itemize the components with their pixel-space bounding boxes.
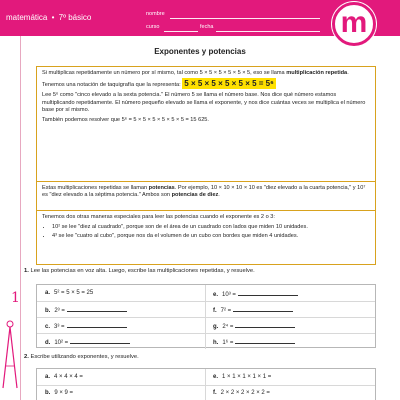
- q1-item-d-expr: 10² =: [54, 340, 69, 346]
- intro-p2: [42, 80, 370, 89]
- answer-blank[interactable]: [235, 338, 295, 344]
- q1-item-c-letter: c.: [45, 324, 51, 330]
- compass-icon: [0, 318, 20, 400]
- q1-item-b: [45, 306, 127, 314]
- intro-box: [36, 66, 376, 182]
- intro-p3: Lee 5⁶ como "cinco elevado a la sexta potencia." El número 5 se llama el número base. Nos dice qué número estamos multiplicando repetidamente. El número pequeño elevado se llama el exponente, y nos dice cuántas veces se multiplica el número base por sí mismo.: [42, 92, 366, 113]
- subject-label: matemática: [6, 13, 48, 22]
- q1-item-a-expr: 5² = 5 × 5 = 25: [54, 290, 94, 296]
- q1-item-f: [213, 306, 293, 314]
- logo: [332, 2, 376, 46]
- q1-item-b-expr: 2³ =: [54, 308, 65, 314]
- date-field-line[interactable]: [216, 31, 320, 32]
- grid-row-line: [37, 385, 375, 386]
- margin-rule: [20, 0, 21, 400]
- q1-item-f-letter: f.: [213, 308, 217, 314]
- date-field-label: fecha: [200, 24, 214, 30]
- q2-item-b-expr: 9 × 9 =: [54, 390, 74, 396]
- intro-p1: Si multiplicas repetidamente un número por sí mismo, tal como 5 × 5 × 5 × 5 × 5 × 5, eso se llama multiplicación repetida.: [42, 70, 349, 76]
- q1-item-e-letter: e.: [213, 292, 219, 298]
- q1-item-h-letter: h.: [213, 340, 219, 346]
- answer-blank[interactable]: [70, 338, 130, 344]
- special-readings-box: [36, 210, 376, 265]
- q2-item-a: [45, 374, 83, 380]
- special-item-squared: • 10² se lee "diez al cuadrado", porque son de el área de un cuadrado con lados que miden 10 unidades.: [52, 224, 370, 231]
- question-2-grid: [36, 368, 376, 400]
- q2-item-f: [213, 390, 270, 396]
- q2-item-a-letter: a.: [45, 374, 51, 380]
- q1-item-g: [213, 322, 295, 330]
- name-field-line[interactable]: [170, 18, 320, 19]
- grid-row-line: [37, 317, 375, 318]
- question-2-number: 2.: [24, 354, 29, 360]
- special-intro: Tenemos dos otras maneras especiales para leer las potencias cuando el exponente es 2 o 3:: [42, 214, 275, 220]
- answer-blank[interactable]: [238, 290, 298, 296]
- question-2-prompt: [24, 354, 139, 360]
- question-1-prompt: [24, 268, 255, 274]
- grid-row-line: [37, 333, 375, 334]
- powers-text-b: . Por ejemplo, 10 × 10 × 10 × 10 es "diez elevado a la cuarta potencia," y 10⁷ es "diez elevado a la séptima potencia." Ambos son: [42, 185, 366, 199]
- header-subject: matemática • 7º básico: [6, 13, 92, 22]
- q1-item-b-letter: b.: [45, 308, 51, 314]
- header-bar: [0, 0, 400, 39]
- intro-p4: También podemos resolver que 5⁶ = 5 × 5 × 5 × 5 × 5 × 5 = 15 625.: [42, 117, 209, 124]
- answer-blank[interactable]: [67, 322, 127, 328]
- q1-item-g-expr: 2⁴ =: [222, 324, 234, 330]
- q2-item-f-expr: 2 × 2 × 2 × 2 × 2 =: [220, 390, 270, 396]
- q1-item-f-expr: 7² =: [220, 308, 232, 314]
- q1-item-c: [45, 322, 127, 330]
- powers-box: [36, 181, 376, 211]
- powers-text-a: Estas multiplicaciones repetidas se llaman: [42, 185, 148, 191]
- grade-label: 7º básico: [58, 13, 92, 22]
- q1-item-c-expr: 3³ =: [54, 324, 65, 330]
- highlighted-formula: 5 × 5 × 5 × 5 × 5 × 5 = 5⁶: [184, 79, 274, 89]
- q1-item-e-expr: 10³ =: [222, 292, 236, 298]
- answer-blank[interactable]: [233, 306, 293, 312]
- worksheet-title: Exponentes y potencias: [154, 47, 246, 56]
- q1-item-d-letter: d.: [45, 340, 51, 346]
- intro-p2-text: Tenemos una notación de taquigrafía que la representa:: [42, 82, 181, 89]
- powers-text-c: .: [218, 192, 220, 199]
- q2-item-e-expr: 1 × 1 × 1 × 1 × 1 =: [222, 374, 272, 380]
- q2-item-f-letter: f.: [213, 390, 217, 396]
- question-1-number: 1.: [24, 268, 29, 274]
- q1-item-h-expr: 1⁶ =: [222, 340, 234, 346]
- q2-item-b-letter: b.: [45, 390, 51, 396]
- question-1-grid: [36, 284, 376, 348]
- q1-item-e: [213, 290, 298, 298]
- question-1-text: Lee las potencias en voz alta. Luego, escribe las multiplicaciones repetidas, y resuelve.: [30, 268, 255, 274]
- q1-item-h: [213, 338, 295, 346]
- intro-p1-text: Si multiplicas repetidamente un número por sí mismo, tal como 5 × 5 × 5 × 5 × 5 × 5, eso se llama: [42, 70, 285, 76]
- special-list: [42, 224, 370, 240]
- logo-letter: m: [340, 6, 368, 39]
- grid-row-line: [37, 301, 375, 302]
- q1-item-d: [45, 338, 130, 346]
- q1-item-a-letter: a.: [45, 290, 51, 296]
- answer-blank[interactable]: [235, 322, 295, 328]
- powers-text: [42, 185, 370, 199]
- q2-item-e-letter: e.: [213, 374, 219, 380]
- q1-item-g-letter: g.: [213, 324, 219, 330]
- q1-item-a: [45, 290, 93, 296]
- answer-blank[interactable]: [67, 306, 127, 312]
- q2-item-b: [45, 390, 73, 396]
- q2-item-e: [213, 374, 271, 380]
- powers-bold-a: potencias: [148, 185, 175, 191]
- special-item-cubed: • 4³ se lee "cuatro al cubo", porque nos da el volumen de un cubo con bordes que miden 4 unidades.: [52, 233, 370, 240]
- side-page-number: 1: [11, 290, 20, 306]
- course-field-line[interactable]: [164, 31, 198, 32]
- name-field-label: nombre: [146, 11, 165, 17]
- question-2-text: Escribe utilizando exponentes, y resuelve.: [30, 354, 139, 360]
- intro-p1-bold: multiplicación repetida: [286, 70, 348, 76]
- q2-item-a-expr: 4 × 4 × 4 =: [54, 374, 83, 380]
- course-field-label: curso: [146, 24, 160, 30]
- powers-bold-b: potencias de diez: [171, 192, 219, 199]
